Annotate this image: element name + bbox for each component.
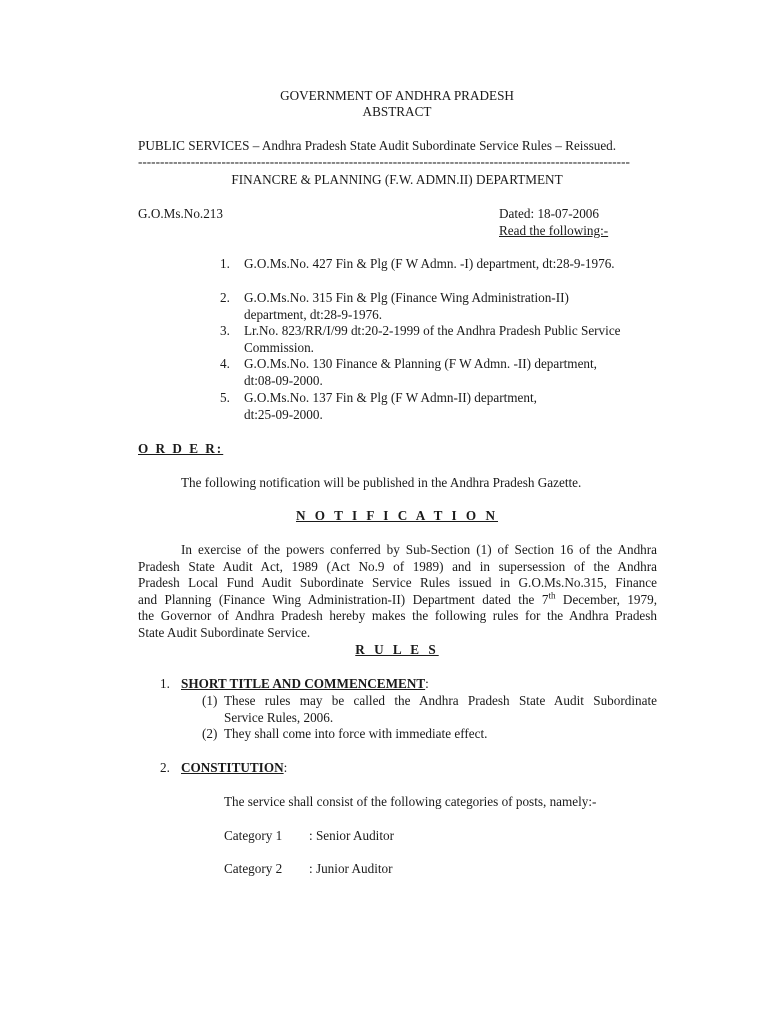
rule-item-number: (1)	[202, 693, 218, 708]
reference-text: Lr.No. 823/RR/I/99 dt:20-2-1999 of the Andhra Pradesh Public Service	[244, 323, 621, 338]
category-label: Category 2	[224, 861, 283, 876]
paragraph-line	[138, 592, 657, 609]
section-title	[181, 760, 287, 777]
goms-number: G.O.Ms.No.213	[138, 206, 223, 221]
paragraph-line: Pradesh Local Fund Audit Subordinate Service Rules issued in G.O.Ms.No.315, Finance	[138, 575, 657, 590]
section-title	[181, 676, 429, 693]
date-line: Dated: 18-07-2006	[499, 206, 599, 221]
rule-item-text: They shall come into force with immediate effect.	[224, 726, 488, 741]
department-title: FINANCRE & PLANNING (F.W. ADMN.II) DEPARTMENT	[231, 172, 563, 187]
rule-item-line: These rules may be called the Andhra Pradesh State Audit Subordinate	[224, 693, 657, 708]
abstract-title: ABSTRACT	[362, 104, 432, 119]
paragraph-line: State Audit Subordinate Service.	[138, 624, 311, 640]
section-number: 2.	[160, 760, 170, 775]
paragraph-line: the Governor of Andhra Pradesh hereby makes the following rules for the Andhra Pradesh	[138, 608, 657, 623]
ordinal-suffix: th	[548, 590, 556, 601]
category-label: Category 1	[224, 828, 283, 843]
rules-heading: R U L E S	[355, 642, 439, 657]
reference-text: G.O.Ms.No. 427 Fin & Plg (F W Admn. -I) department, dt:28-9-1976.	[244, 256, 615, 271]
reference-number: 3.	[220, 323, 230, 338]
reference-text: dt:25-09-2000.	[244, 406, 323, 422]
reference-text: Commission.	[244, 339, 314, 355]
order-text: The following notification will be published in the Andhra Pradesh Gazette.	[181, 475, 582, 490]
rule-item-number: (2)	[202, 726, 218, 741]
read-following-label: Read the following:-	[499, 223, 609, 238]
category-value: : Junior Auditor	[309, 861, 393, 876]
section-number: 1.	[160, 676, 170, 691]
reference-text: G.O.Ms.No. 137 Fin & Plg (F W Admn-II) department,	[244, 390, 537, 405]
separator-line: ----------------------------------------------------------------------------------------------------------------	[138, 154, 630, 169]
order-heading: O R D E R:	[138, 441, 224, 456]
paragraph-line-part: December, 1979,	[555, 591, 657, 607]
paragraph-line: Pradesh State Audit Act, 1989 (Act No.9 of 1989) and in supersession of the Andhra	[138, 558, 657, 574]
government-title: GOVERNMENT OF ANDHRA PRADESH	[280, 88, 514, 103]
paragraph-line-part: and Planning (Finance Wing Administration-II) Department dated the 7	[138, 591, 549, 607]
reference-number: 5.	[220, 390, 230, 405]
section-title-suffix: :	[283, 760, 288, 775]
reference-number: 4.	[220, 356, 230, 371]
notification-paragraph	[138, 542, 657, 641]
subject-line: PUBLIC SERVICES – Andhra Pradesh State Audit Subordinate Service Rules – Reissued.	[138, 138, 617, 153]
paragraph-line: In exercise of the powers conferred by Sub-Section (1) of Section 16 of the Andhra	[181, 542, 657, 557]
notification-heading: N O T I F I C A T I O N	[295, 508, 499, 523]
section-title-text: CONSTITUTION	[181, 760, 284, 775]
reference-number: 2.	[220, 290, 230, 305]
section-intro: The service shall consist of the following categories of posts, namely:-	[224, 794, 597, 809]
rule-item-text	[224, 693, 657, 726]
section-title-suffix: :	[425, 676, 429, 691]
reference-text: G.O.Ms.No. 130 Finance & Planning (F W Admn. -II) department,	[244, 356, 597, 371]
rule-item-line: Service Rules, 2006.	[224, 709, 334, 725]
reference-text: department, dt:28-9-1976.	[244, 306, 383, 322]
reference-text: G.O.Ms.No. 315 Fin & Plg (Finance Wing Administration-II)	[244, 290, 569, 305]
section-title-text: SHORT TITLE AND COMMENCEMENT	[181, 676, 426, 691]
reference-text: dt:08-09-2000.	[244, 372, 323, 388]
category-value: : Senior Auditor	[309, 828, 394, 843]
reference-number: 1.	[220, 256, 230, 271]
